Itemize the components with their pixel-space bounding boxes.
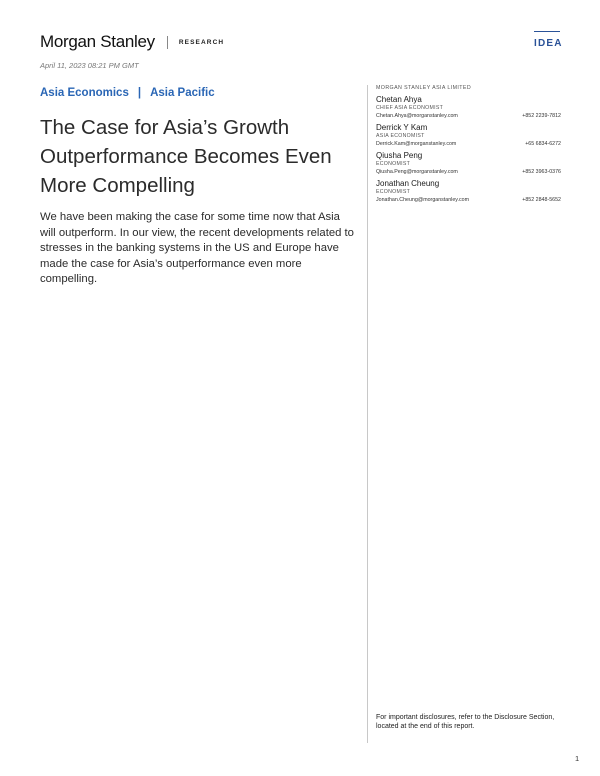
author-email[interactable]: Qiusha.Peng@morganstanley.com <box>376 169 458 175</box>
report-summary: We have been making the case for some time now that Asia will outperform. In our view, the recent developments related to stresses in the banking systems in the US and Europe have made the case for Asia’s outperformance even more compelling. <box>40 211 354 286</box>
author-email[interactable]: Jonathan.Cheung@morganstanley.com <box>376 197 470 203</box>
author-entry <box>376 123 561 148</box>
column-divider <box>367 85 368 743</box>
brand-divider <box>167 36 168 49</box>
publish-date: April 11, 2023 08:21 PM GMT <box>40 61 139 70</box>
author-role: ECONOMIST <box>376 189 411 195</box>
author-role: ECONOMIST <box>376 161 411 167</box>
author-entry <box>376 95 561 120</box>
category-line <box>40 87 215 99</box>
author-email[interactable]: Derrick.Kam@morganstanley.com <box>376 141 457 147</box>
author-name: Chetan Ahya <box>376 95 422 104</box>
author-email[interactable]: Chetan.Ahya@morganstanley.com <box>376 113 458 119</box>
author-contact <box>376 140 561 148</box>
brand-header <box>40 32 224 52</box>
brand-logo: Morgan Stanley <box>40 32 155 51</box>
author-contact <box>376 112 561 120</box>
organization-name: MORGAN STANLEY ASIA LIMITED <box>376 85 472 91</box>
authors-panel <box>376 85 561 207</box>
idea-tag: IDEA <box>534 38 563 49</box>
category-separator: | <box>137 87 142 99</box>
author-contact <box>376 168 561 176</box>
author-contact <box>376 196 561 204</box>
section-label: RESEARCH <box>178 38 225 46</box>
category-asia-pacific[interactable]: Asia Pacific <box>150 87 215 99</box>
author-phone: +852 2848-5652 <box>522 197 561 203</box>
author-role: ASIA ECONOMIST <box>376 133 425 139</box>
idea-rule <box>534 31 560 32</box>
author-phone: +852 2239-7812 <box>522 113 561 119</box>
author-phone: +65 6834-6272 <box>525 141 561 147</box>
author-name: Jonathan Cheung <box>376 179 440 188</box>
author-phone: +852 3963-0376 <box>522 169 561 175</box>
author-entry <box>376 179 561 204</box>
author-name: Derrick Y Kam <box>376 123 428 132</box>
author-entry <box>376 151 561 176</box>
report-title: The Case for Asia’s Growth Outperformance Becomes Even More Compelling <box>40 116 332 197</box>
category-asia-economics[interactable]: Asia Economics <box>40 87 129 99</box>
author-name: Qiusha Peng <box>376 151 423 160</box>
disclosure-note: For important disclosures, refer to the Disclosure Section, located at the end of this report. <box>376 714 555 730</box>
page-number: 1 <box>575 754 580 763</box>
author-role: CHIEF ASIA ECONOMIST <box>376 105 444 111</box>
